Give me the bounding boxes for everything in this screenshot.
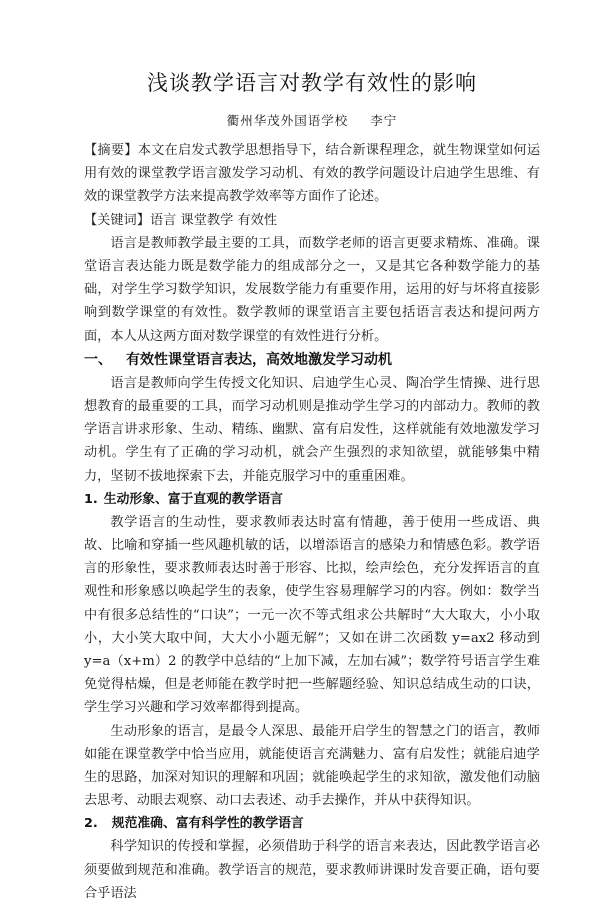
subsection-2-number: 2. (84, 816, 98, 832)
article-byline (84, 112, 540, 130)
keywords-label: 【关键词】 (84, 212, 150, 228)
subsection-2-title: 规范准确、富有科学性的教学语言 (111, 816, 304, 832)
article-title: 浅谈教学语言对教学有效性的影响 (147, 71, 477, 95)
section-1-number: 一、 (84, 351, 112, 368)
author-name: 李宁 (370, 113, 398, 128)
subsection-1-paragraph-1: 教学语言的生动性，要求教师表达时富有情趣，善于使用一些成语、典故、比喻和穿插一些风趣机敏的话，以增添语言的感染力和情感色彩。教学语言的形象性，要求教师表达时善于形容、比拟，绘声绘色，充分发挥语言的直观性和形象感以唤起学生的表象，使学生容易理解学习的内容。例如：数学当中有很多总结性的“口诀”；一元一次不等式组求公共解时“大大取大，小小取小，大小笑大取中间，大大小小题无解”；又如在讲二次函数 y=ax2 移动到 y=a（x+m）2 的教学中总结的“上加下减，左加右减”；数学符号语言学生难免觉得枯燥，但是老师能在教学时把一些解题经验、知识总结成生动的口诀，学生学习兴趣和学习效率都得到提高。 (84, 514, 540, 716)
subsection-2-paragraph: 科学知识的传授和掌握，必须借助于科学的语言来表达，因此教学语言必须要做到规范和准确。教学语言的规范，要求教师讲课时发音要正确，语句要合乎语法 (84, 839, 540, 901)
keywords-text: 语言 课堂教学 有效性 (149, 212, 278, 228)
section-1-heading (84, 348, 540, 372)
abstract-label: 【摘要】 (84, 143, 138, 158)
subsection-2-heading (84, 812, 540, 835)
author-school: 衢州华茂外国语学校 (226, 113, 349, 128)
intro-paragraph: 语言是教师教学最主要的工具，而数学老师的语言更要求精炼、准确。课堂语言表达能力既是数学能力的组成部分之一，又是其它各种数学能力的基础，对学生学习数学知识，发展数学能力有重要作用，运用的好与坏将直接影响到数学课堂的有效性。数学教师的课堂语言主要包括语言表达和提问两方面，本人从这两方面对数学课堂的有效性进行分析。 (84, 235, 540, 344)
subsection-1-title: 生动形象、富于直观的教学语言 (103, 491, 283, 507)
subsection-1-heading (84, 488, 540, 511)
subsection-1-number: 1. (84, 491, 98, 507)
section-1-paragraph: 语言是教师向学生传授文化知识、启迪学生心灵、陶冶学生情操、进行思想教育的最重要的工具，而学习动机则是推动学生学习的内部动力。教师的教学语言讲求形象、生动、精练、幽默、富有启发性，这样就能有效地激发学习动机。学生有了正确的学习动机，就会产生强烈的求知欲望，就能够集中精力，坚韧不拔地探索下去，并能克服学习中的重重困难。 (84, 375, 540, 484)
subsection-1-paragraph-2: 生动形象的语言，是最令人深思、最能开启学生的智慧之门的语言，教师如能在课堂教学中恰当应用，就能使语言充满魅力、富有启发性；就能启迪学生的思路，加深对知识的理解和巩固；就能唤起学生的求知欲，激发他们动脑去思考、动眼去观察、动口去表述、动手去操作，并从中获得知识。 (84, 723, 540, 809)
abstract-text: 本文在启发式教学思想指导下，结合新课程理念，就生物课堂如何运用有效的课堂教学语言激发学习动机、有效的教学问题设计启迪学生思维、有效的课堂教学方法来提高教学效率等方面作了论述。 (84, 143, 541, 205)
abstract-paragraph (84, 139, 540, 209)
section-1-title: 有效性课堂语言表达，高效地激发学习动机 (126, 351, 392, 368)
keywords-paragraph (84, 209, 540, 232)
